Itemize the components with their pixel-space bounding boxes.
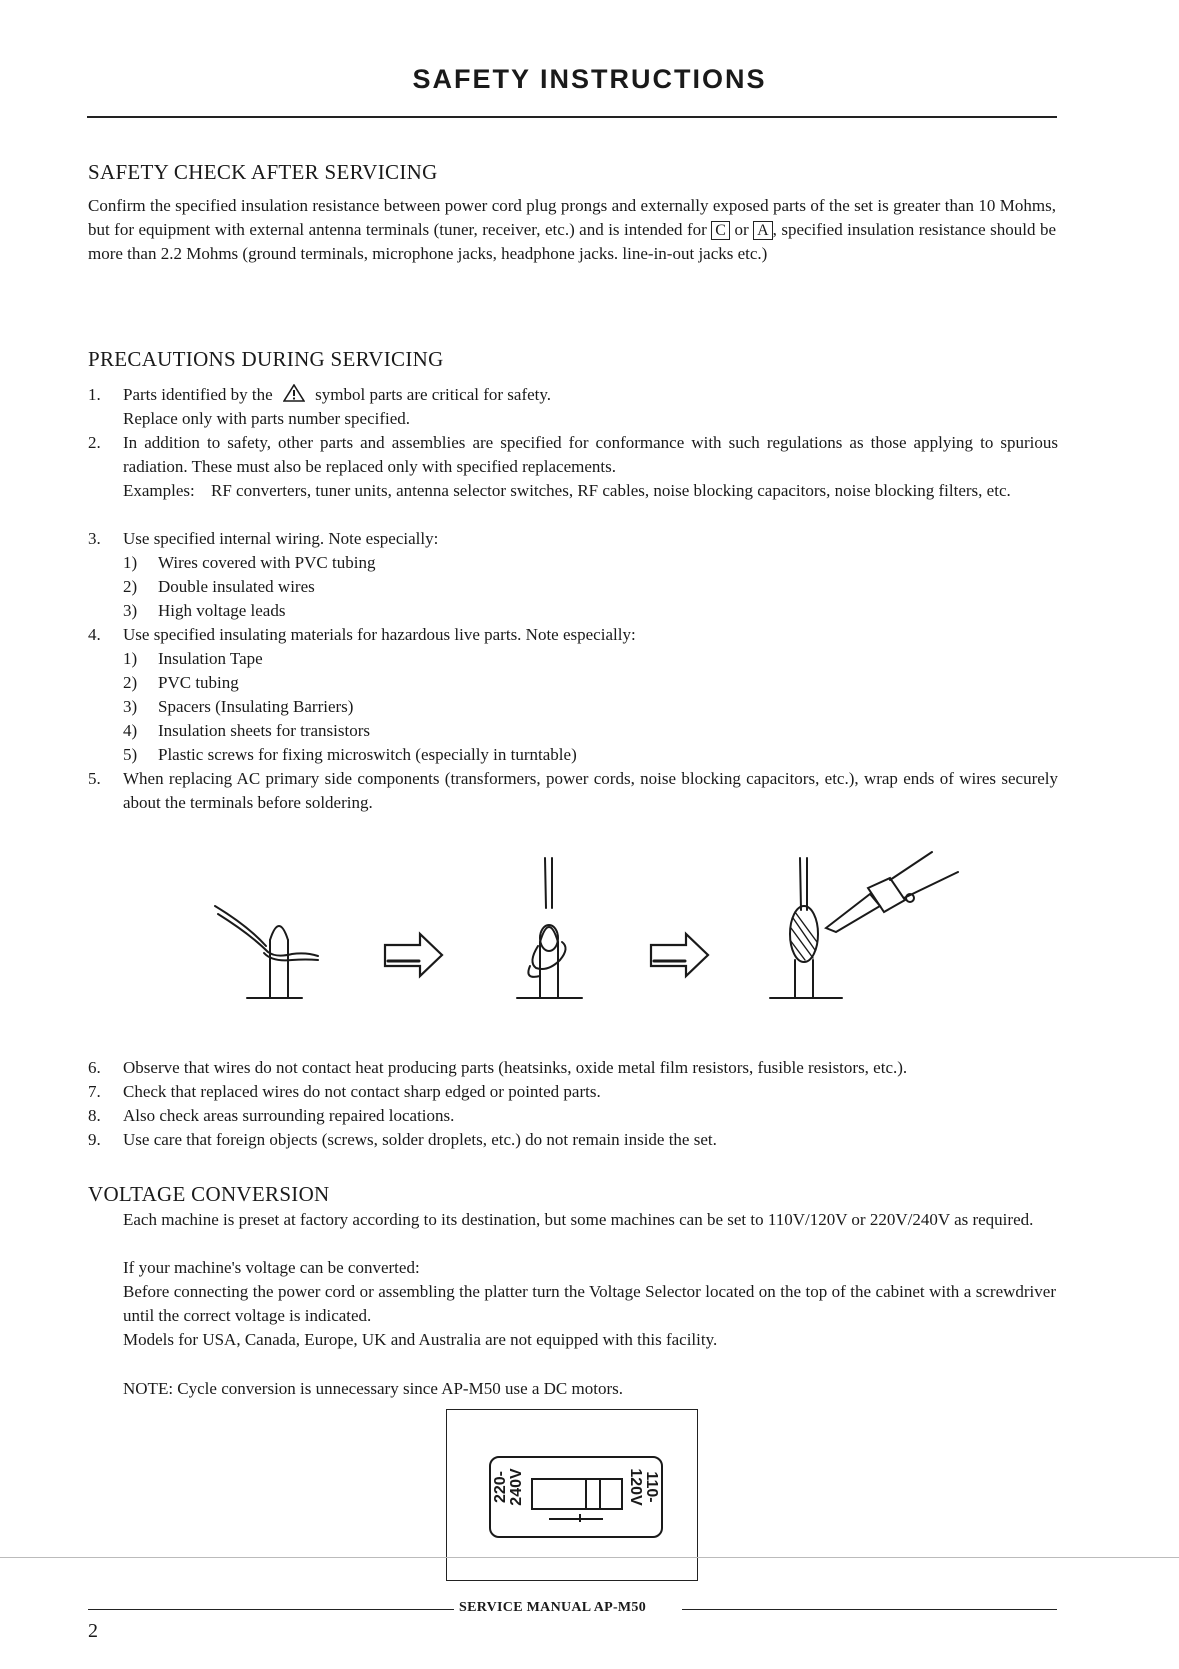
list-item	[88, 1128, 1058, 1152]
selector-label-high: 220-240V	[492, 1468, 525, 1506]
terminal-step-2	[517, 858, 582, 998]
precautions-list-continued	[88, 1056, 1058, 1152]
list-number: 7.	[88, 1082, 101, 1101]
list-item	[88, 767, 1058, 815]
sub-item-text: PVC tubing	[158, 673, 239, 692]
list-item-text: Observe that wires do not contact heat producing parts (heatsinks, oxide metal film resistors, fusible resistors, etc.).	[123, 1058, 908, 1077]
safety-check-text-2: , specified insulation resistance should be more than 2.2 Mohms (ground terminals, microphone jacks, headphone jacks. line-in-out jacks etc.)	[88, 220, 1057, 263]
voltage-paragraph-1: Each machine is preset at factory according to its destination, but some machines can be set to 110V/120V or 220V/240V as required.	[123, 1210, 1034, 1229]
list-item	[88, 1104, 1058, 1128]
sub-item-number: 4)	[123, 721, 138, 740]
list-item-text: Check that replaced wires do not contact sharp edged or pointed parts.	[123, 1082, 601, 1101]
faint-scan-line	[0, 1557, 1179, 1558]
footer-manual-title: SERVICE MANUAL AP-M50	[459, 1600, 647, 1615]
examples-text	[123, 479, 1058, 503]
sub-item-number: 1)	[123, 649, 138, 668]
voltage-selector-figure	[446, 1409, 698, 1581]
item3-text: Use specified internal wiring. Note especially:	[123, 529, 439, 548]
selector-mark-tick	[579, 1514, 581, 1522]
sub-item	[88, 647, 1058, 671]
list-item	[88, 527, 1058, 551]
list-item	[88, 431, 1058, 479]
warning-triangle-icon	[283, 384, 305, 402]
safety-check-paragraph	[88, 194, 1056, 266]
list-number: 1.	[88, 385, 101, 404]
list-number: 6.	[88, 1058, 101, 1077]
examples-text-value: RF converters, tuner units, antenna selector switches, RF cables, noise blocking capacitors, noise blocking filters, etc.	[211, 481, 1011, 500]
sub-item	[88, 599, 1058, 623]
list-item	[88, 383, 1058, 407]
selector-mark-left	[549, 1518, 603, 1520]
sub-item-text: Spacers (Insulating Barriers)	[158, 697, 354, 716]
sub-item	[88, 743, 1058, 767]
page-title: SAFETY INSTRUCTIONS	[412, 64, 767, 94]
list-number: 9.	[88, 1130, 101, 1149]
list-item-text: Use care that foreign objects (screws, solder droplets, etc.) do not remain inside the set.	[123, 1130, 717, 1149]
examples-row	[88, 479, 1058, 527]
selector-slot	[531, 1478, 623, 1510]
safety-check-or: or	[734, 220, 749, 239]
footer-rule-right	[682, 1609, 1057, 1610]
item1-line2: Replace only with parts number specified.	[123, 409, 411, 428]
list-item-continued	[88, 407, 1058, 431]
list-number: 8.	[88, 1106, 101, 1125]
list-number: 5.	[88, 769, 101, 788]
item2-text: In addition to safety, other parts and assemblies are specified for conformance with such regulations as those applying to spurious radiation. These must also be replaced only with specified replacements.	[123, 433, 1058, 476]
voltage-paragraph-3: Before connecting the power cord or assembling the platter turn the Voltage Selector located on the top of the cabinet with a screwdriver until the correct voltage is indicated.	[123, 1282, 1056, 1325]
selector-label-low: 110-120V	[627, 1468, 660, 1506]
list-item	[88, 1080, 1058, 1104]
item5-text: When replacing AC primary side components (transformers, power cords, noise blocking capacitors, etc.), wrap ends of wires securely about the terminals before soldering.	[123, 769, 1058, 812]
selector-slider	[585, 1480, 601, 1508]
sub-item-number: 2)	[123, 577, 138, 596]
item1-text-pre: Parts identified by the	[123, 385, 273, 404]
sub-item-number: 3)	[123, 697, 138, 716]
title-divider	[87, 116, 1057, 118]
class-c-box: C	[711, 221, 730, 240]
voltage-selector-switch	[489, 1456, 663, 1538]
precautions-list	[88, 383, 1058, 815]
list-number: 4.	[88, 625, 101, 644]
item4-text: Use specified insulating materials for hazardous live parts. Note especially:	[123, 625, 636, 644]
sub-item-text: Insulation Tape	[158, 649, 263, 668]
voltage-paragraph-4: Models for USA, Canada, Europe, UK and Australia are not equipped with this facility.	[123, 1330, 718, 1349]
sub-item	[88, 695, 1058, 719]
sub-item-text: High voltage leads	[158, 601, 286, 620]
sub-item	[88, 551, 1058, 575]
heading-precautions: PRECAUTIONS DURING SERVICING	[88, 347, 444, 371]
sub-item	[88, 575, 1058, 599]
arrow-right-icon-1	[385, 934, 442, 976]
list-item-text: Also check areas surrounding repaired locations.	[123, 1106, 455, 1125]
safety-check-text-1: Confirm the specified insulation resistance between power cord plug prongs and externally exposed parts of the set is greater than 10 Mohms, but for equipment with external antenna terminals (tuner, receiver, etc.) and is intended for	[88, 196, 1056, 239]
list-item	[88, 1056, 1058, 1080]
sub-item-text: Wires covered with PVC tubing	[158, 553, 376, 572]
list-item-text	[123, 383, 551, 407]
sub-item	[88, 719, 1058, 743]
item1-text-post: symbol parts are critical for safety.	[315, 385, 552, 404]
sub-item-number: 2)	[123, 673, 138, 692]
sub-item	[88, 671, 1058, 695]
footer-rule-left	[88, 1609, 454, 1610]
sub-item-text: Plastic screws for fixing microswitch (especially in turntable)	[158, 745, 577, 764]
list-item	[88, 623, 1058, 647]
list-number: 2.	[88, 433, 101, 452]
list-number: 3.	[88, 529, 101, 548]
terminal-step-1	[215, 906, 318, 998]
heading-voltage-conversion: VOLTAGE CONVERSION	[88, 1182, 330, 1206]
voltage-note: NOTE: Cycle conversion is unnecessary since AP-M50 use a DC motors.	[123, 1379, 623, 1398]
voltage-paragraph-2: If your machine's voltage can be converted:	[123, 1258, 420, 1277]
examples-label: Examples:	[123, 481, 195, 500]
page-number: 2	[88, 1620, 98, 1642]
sub-item-text: Double insulated wires	[158, 577, 315, 596]
sub-item-number: 1)	[123, 553, 138, 572]
sub-item-text: Insulation sheets for transistors	[158, 721, 370, 740]
sub-item-number: 3)	[123, 601, 138, 620]
terminal-step-3	[770, 852, 958, 998]
heading-safety-check: SAFETY CHECK AFTER SERVICING	[88, 160, 438, 184]
arrow-right-icon-2	[651, 934, 708, 976]
class-a-box: A	[753, 221, 773, 240]
sub-item-number: 5)	[123, 745, 138, 764]
